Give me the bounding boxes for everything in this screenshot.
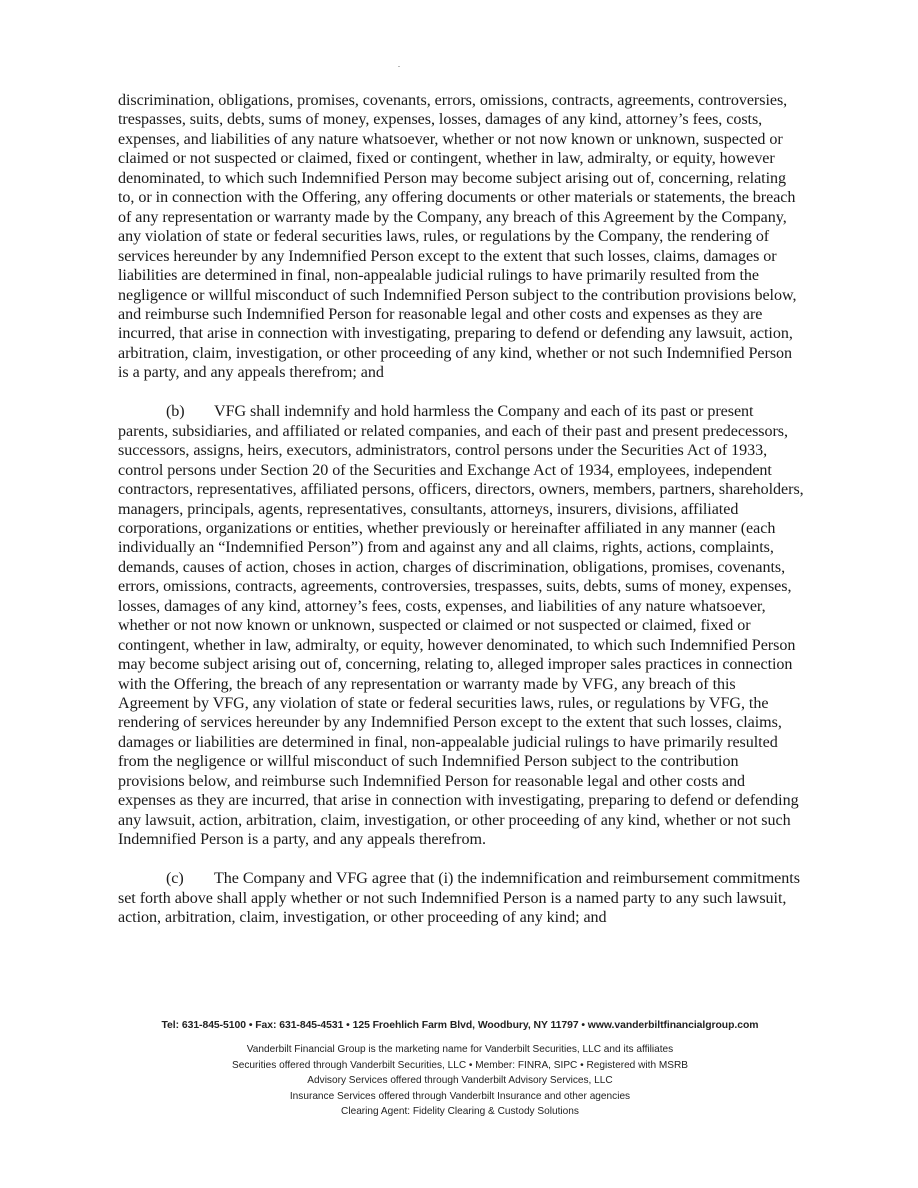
scan-speck	[398, 66, 400, 67]
paragraph-c	[118, 869, 804, 927]
document-body	[118, 91, 804, 927]
disclosure-line: Vanderbilt Financial Group is the marketing name for Vanderbilt Securities, LLC and its affiliates	[246, 1044, 674, 1055]
paragraph-b	[118, 402, 804, 849]
disclosure-line: Advisory Services offered through Vanderbilt Advisory Services, LLC	[307, 1075, 613, 1087]
disclosure-line: Securities offered through Vanderbilt Securities, LLC • Member: FINRA, SIPC • Registered with MSRB	[231, 1059, 689, 1071]
paragraph-continuation: discrimination, obligations, promises, covenants, errors, omissions, contracts, agreements, controversies, trespasses, suits, debts, sums of money, expenses, losses, damages of any kind, attorney’s fees, costs, expenses, and liabilities of any nature whatsoever, whether or not now known or unknown, suspected or claimed or not suspected or claimed, fixed or contingent, whether in law, admiralty, or equity, however denominated, to which such Indemnified Person may become subject arising out of, concerning, relating to, or in connection with the Offering, any offering documents or other materials or statements, the breach of any representation or warranty made by the Company, any breach of this Agreement by the Company, any violation of state or federal securities laws, rules, or regulations by the Company, the rendering of services hereunder by any Indemnified Person except to the extent that such losses, claims, damages or liabilities are determined in final, non-appealable judicial rulings to have primarily resulted from the negligence or willful misconduct of such Indemnified Person subject to the contribution provisions below, and reimburse such Indemnified Person for reasonable legal and other costs and expenses as they are incurred, that arise in connection with investigating, preparing to defend or defending any lawsuit, action, arbitration, claim, investigation, or other proceeding of any kind, whether or not such Indemnified Person is a party, and any appeals therefrom; and	[118, 92, 797, 382]
paragraph-b-text: VFG shall indemnify and hold harmless the Company and each of its past or present parents, subsidiaries, and affiliated or related companies, and each of their past and present predecessors, successors, assigns, heirs, executors, administrators, control persons under the Securities Act of 1933, control persons under Section 20 of the Securities and Exchange Act of 1934, employees, independent contractors, representatives, affiliated persons, officers, directors, owners, members, partners, shareholders, managers, principals, agents, representatives, consultants, attorneys, insurers, divisions, affiliated corporations, organizations or entities, whether previously or hereinafter affiliated in any manner (each individually an “Indemnified Person”) from and against any and all claims, rights, actions, complaints, demands, causes of action, choses in action, charges of discrimination, obligations, promises, covenants, errors, omissions, contracts, agreements, controversies, trespasses, suits, debts, sums of money, expenses, losses, damages of any kind, attorney’s fees, costs, expenses, and liabilities of any nature whatsoever, whether or not now known or unknown, suspected or claimed or not suspected or claimed, fixed or contingent, whether in law, admiralty, or equity, however denominated, to which such Indemnified Person may become subject arising out of, concerning, relating to, alleged improper sales practices in connection with the Offering, the breach of any representation or warranty made by VFG, any breach of this Agreement by VFG, any violation of state or federal securities laws, rules, or regulations by VFG, the rendering of services hereunder by any Indemnified Person except to the extent that such losses, claims, damages or liabilities are determined in final, non-appealable judicial rulings to have primarily resulted from the negligence or willful misconduct of such Indemnified Person subject to the contribution provisions below, and reimburse such Indemnified Person for reasonable legal and other costs and expenses as they are incurred, that arise in connection with investigating, preparing to defend or defending any lawsuit, action, arbitration, claim, investigation, or other proceeding of any kind, whether or not such Indemnified Person is a party, and any appeals therefrom.	[118, 403, 804, 849]
paragraph-c-text: The Company and VFG agree that (i) the indemnification and reimbursement commitments set forth above shall apply whether or not such Indemnified Person is a named party to any such lawsuit, action, arbitration, claim, investigation, or other proceeding of any kind; and	[118, 870, 800, 926]
paragraph-c-label: (c)	[166, 870, 184, 888]
disclosure-line: Clearing Agent: Fidelity Clearing & Custody Solutions	[341, 1106, 579, 1118]
paragraph-b-label: (b)	[166, 403, 185, 421]
disclosure-line: Insurance Services offered through Vanderbilt Insurance and other agencies	[289, 1090, 631, 1102]
letterhead-footer	[100, 1020, 820, 1120]
contact-line: Tel: 631-845-5100 • Fax: 631-845-4531 • 125 Froehlich Farm Blvd, Woodbury, NY 11797 • www.vanderbiltfinancialgroup.com	[161, 1020, 759, 1031]
